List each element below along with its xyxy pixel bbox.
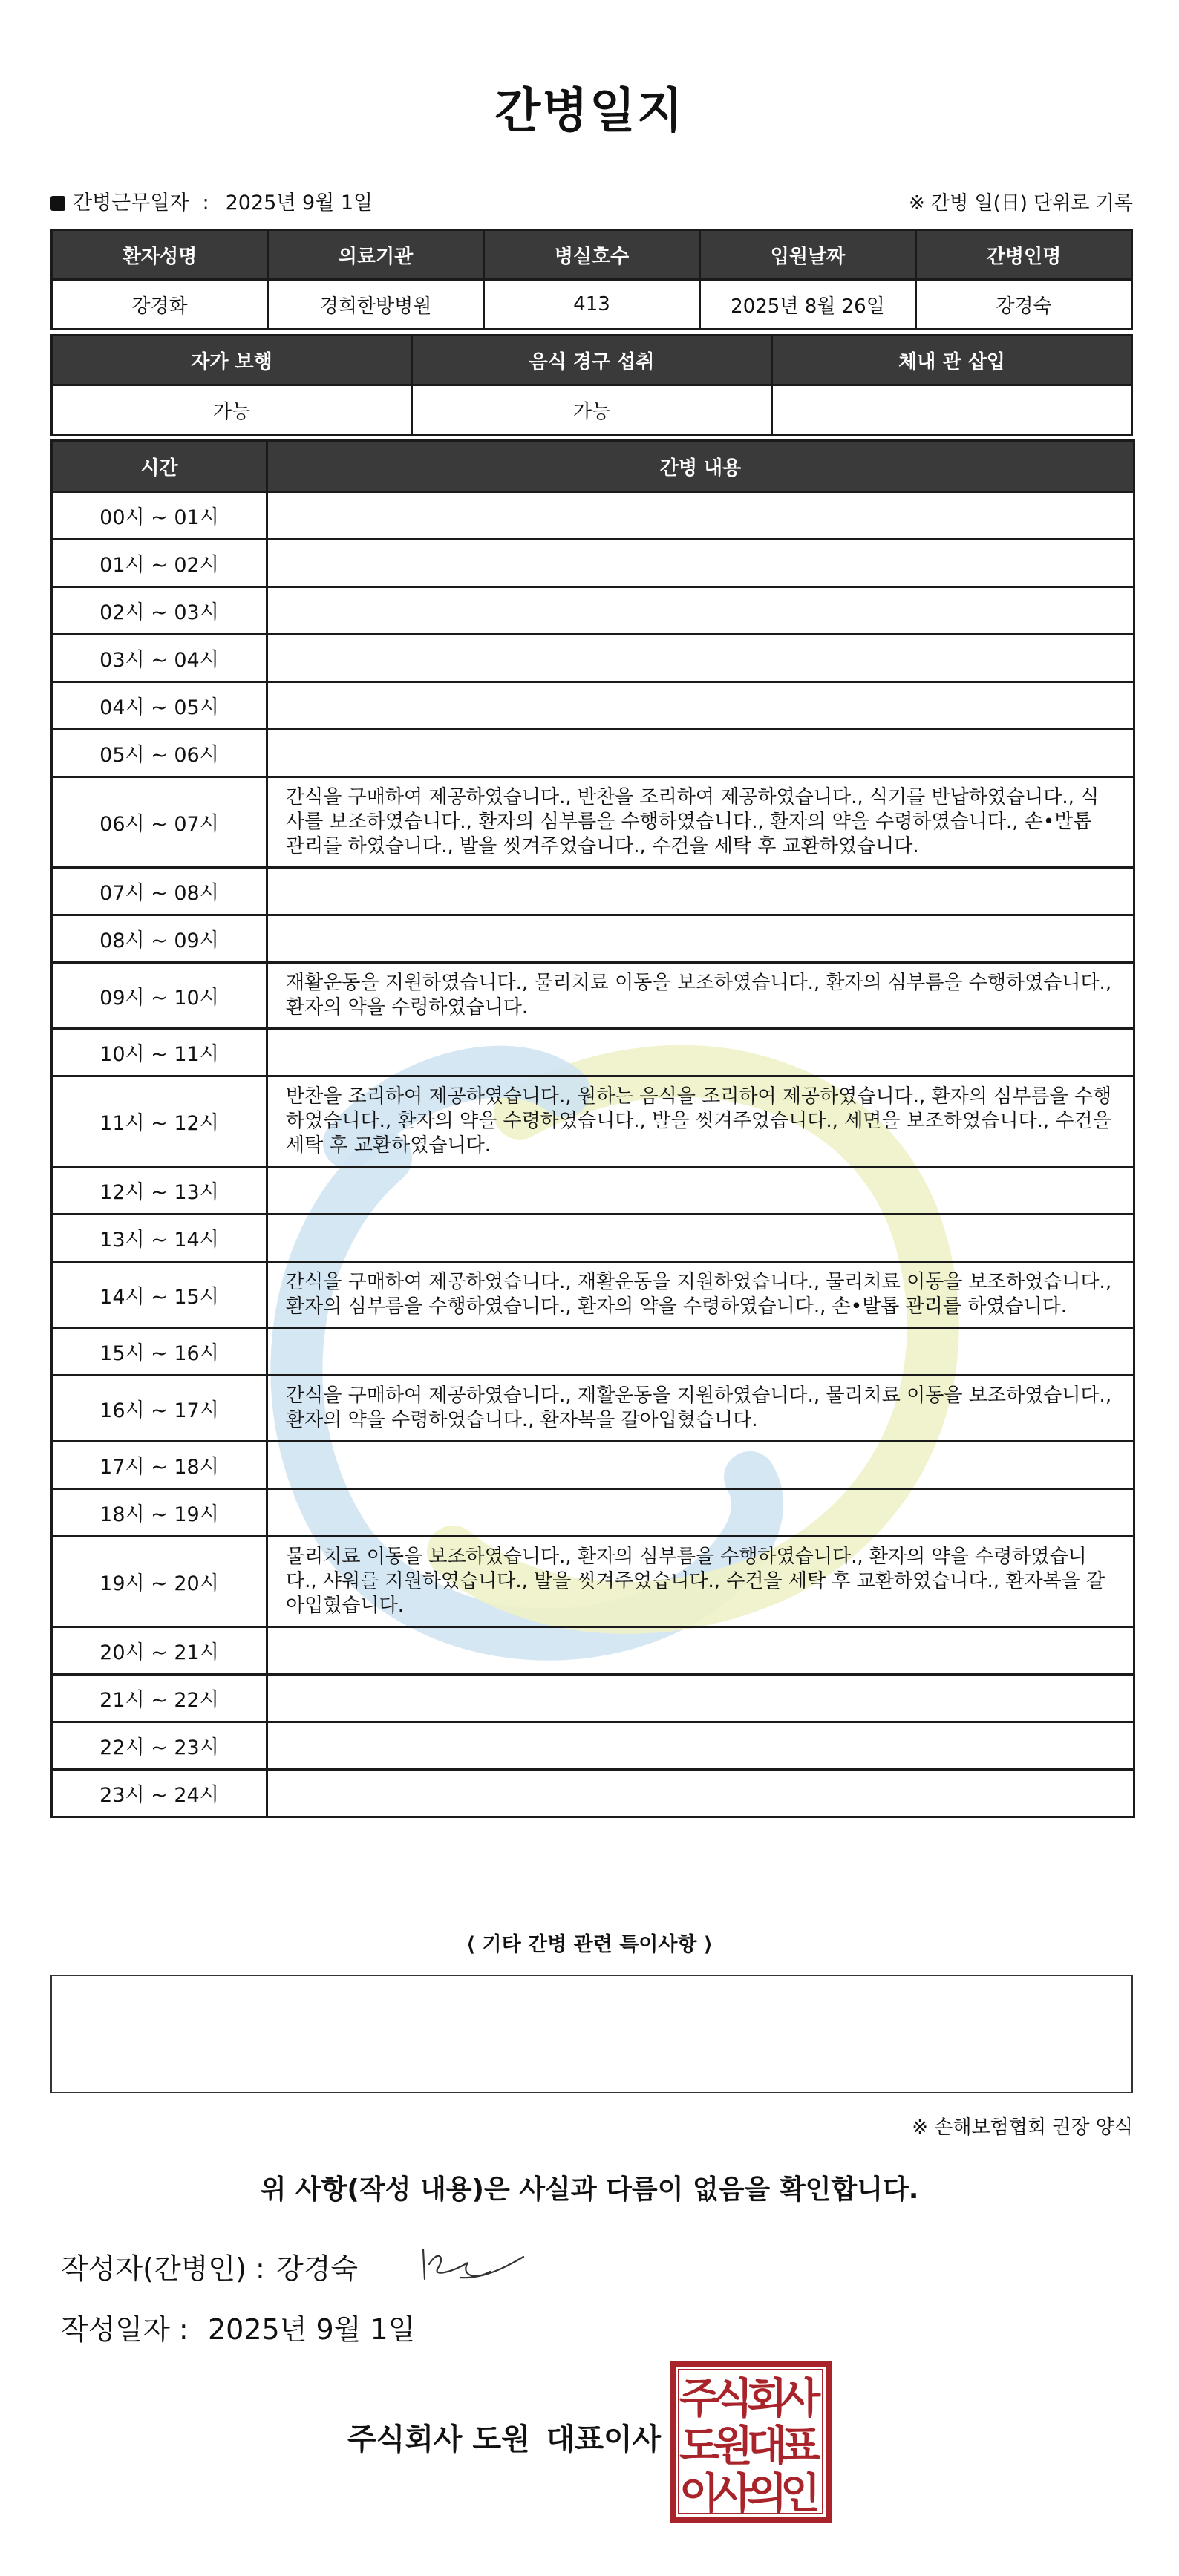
table-row xyxy=(52,1627,1134,1675)
work-date xyxy=(50,187,373,220)
header-walking: 자가 보행 xyxy=(52,336,412,385)
unit-note: ※ 간병 일(日) 단위로 기록 xyxy=(908,192,1133,215)
care-content: 재활운동을 지원하였습니다., 물리치료 이동을 보조하였습니다., 환자의 심부름을 수행하였습니다., 환자의 약을 수령하였습니다. xyxy=(267,963,1134,1029)
care-content xyxy=(267,868,1134,915)
table-row xyxy=(52,1328,1134,1376)
header-admission-date: 입원날짜 xyxy=(700,230,916,280)
time-slot: 13시 ~ 14시 xyxy=(52,1215,267,1262)
time-slot: 09시 ~ 10시 xyxy=(52,963,267,1029)
table-row xyxy=(52,1262,1134,1328)
care-content xyxy=(267,1675,1134,1722)
written-date-value: 2025년 9월 1일 xyxy=(208,2313,416,2346)
work-date-label: 간병근무일자 xyxy=(73,192,189,215)
care-content: 간식을 구매하여 제공하였습니다., 반찬을 조리하여 제공하였습니다., 식기를 반납하였습니다., 식사를 보조하였습니다., 환자의 심부름을 수행하였습니다., 환자의 약을 수령하였습니다., 손•발톱 관리를 하였습니다., 발을 씻겨주었습니다., 수건을 세탁 후 교환하였습니다. xyxy=(267,777,1134,868)
care-content xyxy=(267,730,1134,777)
patient-info-table xyxy=(50,229,1133,330)
care-content: 반찬을 조리하여 제공하였습니다., 원하는 음식을 조리하여 제공하였습니다., 환자의 심부름을 수행하였습니다., 환자의 약을 수령하였습니다., 발을 씻겨주었습니다., 세면을 보조하였습니다., 수건을 세탁 후 교환하였습니다. xyxy=(267,1076,1134,1167)
table-row xyxy=(52,1076,1134,1167)
care-content xyxy=(267,587,1134,635)
representative-title: 대표이사 xyxy=(546,2422,662,2456)
confirmation-statement: 위 사항(작성 내용)은 사실과 다름이 없음을 확인합니다. xyxy=(260,2174,919,2205)
table-row xyxy=(52,915,1134,963)
table-row xyxy=(52,682,1134,730)
writer-name: 강경숙 xyxy=(276,2252,359,2285)
time-slot: 21시 ~ 22시 xyxy=(52,1675,267,1722)
seal-glyph: 도 xyxy=(679,2422,720,2471)
time-slot: 07시 ~ 08시 xyxy=(52,868,267,915)
table-row xyxy=(52,1675,1134,1722)
header-room: 병실호수 xyxy=(484,230,700,280)
table-row xyxy=(52,1442,1134,1489)
seal-glyph: 사 xyxy=(712,2470,754,2518)
time-slot: 18시 ~ 19시 xyxy=(52,1489,267,1537)
writer-label: 작성자(간병인) : xyxy=(61,2252,265,2285)
header-tube-insertion: 체내 관 삽입 xyxy=(772,336,1132,385)
care-content: 간식을 구매하여 제공하였습니다., 재활운동을 지원하였습니다., 물리치료 이동을 보조하였습니다., 환자의 약을 수령하였습니다., 환자복을 갈아입혔습니다. xyxy=(267,1376,1134,1442)
time-slot: 20시 ~ 21시 xyxy=(52,1627,267,1675)
seal-glyph: 의 xyxy=(746,2470,788,2518)
care-content xyxy=(267,1722,1134,1770)
table-row xyxy=(52,540,1134,587)
seal-glyph: 회 xyxy=(746,2375,788,2423)
special-notes-title: ⟨ 기타 간병 관련 특이사항 ⟩ xyxy=(466,1933,713,1956)
handwritten-signature xyxy=(416,2235,527,2294)
table-row xyxy=(52,1029,1134,1076)
table-row xyxy=(52,492,1134,540)
time-slot: 19시 ~ 20시 xyxy=(52,1537,267,1627)
company-signature-line xyxy=(347,2417,661,2462)
hospital-name: 경희한방병원 xyxy=(268,280,484,330)
written-date-label: 작성일자 : xyxy=(61,2313,189,2346)
work-date-colon: : xyxy=(202,192,209,215)
header-oral-intake: 음식 경구 섭취 xyxy=(412,336,772,385)
seal-glyph: 인 xyxy=(780,2470,821,2518)
time-slot: 02시 ~ 03시 xyxy=(52,587,267,635)
table-row xyxy=(52,730,1134,777)
time-slot: 12시 ~ 13시 xyxy=(52,1167,267,1215)
care-content xyxy=(267,1215,1134,1262)
care-content xyxy=(267,1029,1134,1076)
walking-status: 가능 xyxy=(52,385,412,435)
time-slot: 11시 ~ 12시 xyxy=(52,1076,267,1167)
admission-date: 2025년 8월 26일 xyxy=(700,280,916,330)
care-content xyxy=(267,1627,1134,1675)
care-log-table xyxy=(50,439,1135,1818)
company-seal-stamp xyxy=(668,2359,833,2524)
time-slot: 23시 ~ 24시 xyxy=(52,1770,267,1817)
seal-glyph: 사 xyxy=(780,2375,821,2423)
seal-glyph: 표 xyxy=(780,2422,821,2471)
time-slot: 10시 ~ 11시 xyxy=(52,1029,267,1076)
header-care-content: 간병 내용 xyxy=(267,441,1134,492)
care-log-rows xyxy=(52,492,1134,1817)
header-hospital: 의료기관 xyxy=(268,230,484,280)
table-row xyxy=(52,777,1134,868)
table-row xyxy=(52,868,1134,915)
care-content xyxy=(267,1770,1134,1817)
seal-glyph: 식 xyxy=(712,2375,754,2423)
table-row xyxy=(52,587,1134,635)
time-slot: 17시 ~ 18시 xyxy=(52,1442,267,1489)
oral-intake-status: 가능 xyxy=(412,385,772,435)
care-content xyxy=(267,1167,1134,1215)
care-content xyxy=(267,1442,1134,1489)
seal-glyph: 주 xyxy=(679,2375,720,2423)
time-slot: 14시 ~ 15시 xyxy=(52,1262,267,1328)
header-caregiver-name: 간병인명 xyxy=(916,230,1132,280)
work-date-value: 2025년 9월 1일 xyxy=(225,192,373,215)
company-name: 주식회사 도원 xyxy=(347,2422,530,2456)
care-content: 물리치료 이동을 보조하였습니다., 환자의 심부름을 수행하였습니다., 환자의 약을 수령하였습니다., 샤워를 지원하였습니다., 발을 씻겨주었습니다., 수건을 세탁 후 교환하였습니다., 환자복을 갈아입혔습니다. xyxy=(267,1537,1134,1627)
tube-insertion-status xyxy=(772,385,1132,435)
table-row xyxy=(52,1167,1134,1215)
time-slot: 15시 ~ 16시 xyxy=(52,1328,267,1376)
time-slot: 06시 ~ 07시 xyxy=(52,777,267,868)
care-content xyxy=(267,492,1134,540)
table-row xyxy=(52,1215,1134,1262)
written-date-row xyxy=(61,2309,415,2350)
time-slot: 03시 ~ 04시 xyxy=(52,635,267,682)
time-slot: 04시 ~ 05시 xyxy=(52,682,267,730)
care-content xyxy=(267,540,1134,587)
care-content xyxy=(267,682,1134,730)
time-slot: 00시 ~ 01시 xyxy=(52,492,267,540)
table-row xyxy=(52,963,1134,1029)
square-bullet-icon xyxy=(50,196,65,211)
room-number: 413 xyxy=(484,280,700,330)
caregiver-name: 강경숙 xyxy=(916,280,1132,330)
special-notes-box xyxy=(50,1975,1133,2093)
table-row xyxy=(52,1376,1134,1442)
time-slot: 16시 ~ 17시 xyxy=(52,1376,267,1442)
seal-glyph: 원 xyxy=(712,2422,754,2471)
care-content: 간식을 구매하여 제공하였습니다., 재활운동을 지원하였습니다., 물리치료 이동을 보조하였습니다., 환자의 심부름을 수행하였습니다., 환자의 약을 수령하였습니다., 손•발톱 관리를 하였습니다. xyxy=(267,1262,1134,1328)
table-row xyxy=(52,1537,1134,1627)
seal-glyph: 이 xyxy=(679,2470,720,2518)
time-slot: 22시 ~ 23시 xyxy=(52,1722,267,1770)
form-recommendation-note: ※ 손해보험협회 권장 양식 xyxy=(912,2116,1133,2139)
time-slot: 08시 ~ 09시 xyxy=(52,915,267,963)
care-content xyxy=(267,1328,1134,1376)
table-row xyxy=(52,1722,1134,1770)
care-content xyxy=(267,915,1134,963)
patient-status-table xyxy=(50,334,1133,436)
table-row xyxy=(52,635,1134,682)
header-time: 시간 xyxy=(52,441,267,492)
document-title: 간병일지 xyxy=(494,84,685,139)
care-content xyxy=(267,1489,1134,1537)
writer-row xyxy=(61,2248,358,2289)
table-row xyxy=(52,1489,1134,1537)
care-content xyxy=(267,635,1134,682)
table-row xyxy=(52,1770,1134,1817)
header-patient-name: 환자성명 xyxy=(52,230,268,280)
seal-glyph: 대 xyxy=(746,2422,788,2471)
time-slot: 01시 ~ 02시 xyxy=(52,540,267,587)
time-slot: 05시 ~ 06시 xyxy=(52,730,267,777)
patient-name: 강경화 xyxy=(52,280,268,330)
